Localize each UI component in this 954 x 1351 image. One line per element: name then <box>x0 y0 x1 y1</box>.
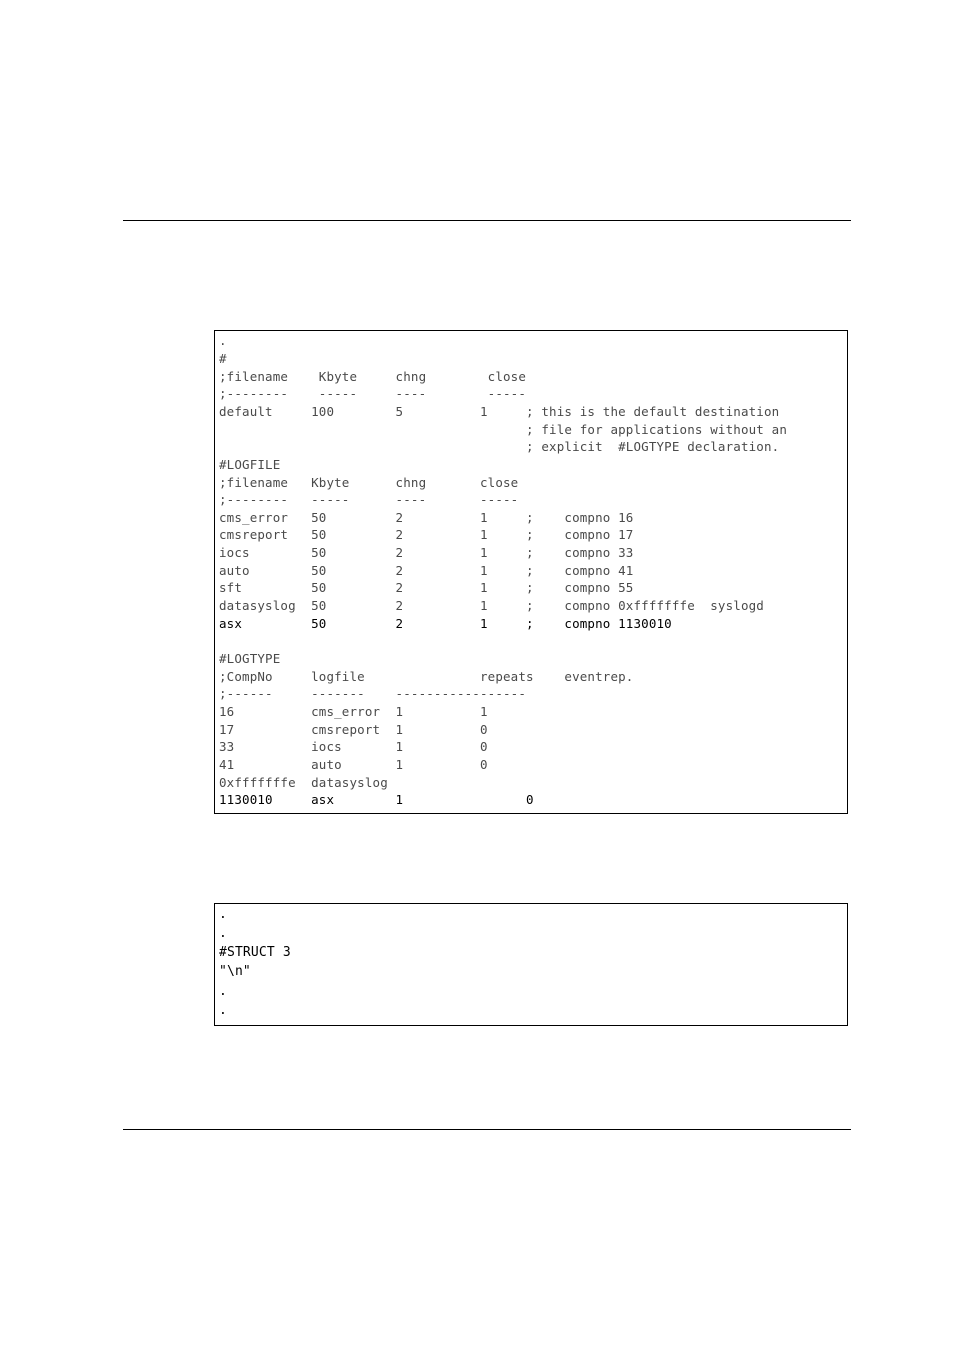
code-line: 17 cmsreport 1 0 <box>219 722 488 737</box>
code-line: #STRUCT 3 <box>219 945 291 960</box>
code-line: ;-------- ----- ---- ----- <box>219 386 527 401</box>
code-line: ; file for applications without an <box>219 422 787 437</box>
code-line: . <box>219 333 227 348</box>
code-line: # <box>219 351 227 366</box>
code-line: #LOGTYPE <box>219 651 281 666</box>
code-line: ;filename Kbyte chng close <box>219 369 527 384</box>
code-line-highlighted: 1130010 asx 1 0 <box>219 792 534 807</box>
code-line: "\n" <box>219 964 251 979</box>
code-line: . <box>219 926 227 941</box>
header-rule <box>123 220 851 221</box>
code-line: ;-------- ----- ---- ----- <box>219 492 519 507</box>
code-line: cmsreport 50 2 1 ; compno 17 <box>219 527 634 542</box>
code-line: . <box>219 907 227 922</box>
code-line: default 100 5 1 ; this is the default destination <box>219 404 780 419</box>
code-line: ;------ ------- ----------------- <box>219 686 527 701</box>
code-line: ;CompNo logfile repeats eventrep. <box>219 669 634 684</box>
code-line: 33 iocs 1 0 <box>219 739 488 754</box>
code-line: auto 50 2 1 ; compno 41 <box>219 563 634 578</box>
code-line: ; explicit #LOGTYPE declaration. <box>219 439 780 454</box>
code-line: #LOGFILE <box>219 457 281 472</box>
code-line: . <box>219 984 227 999</box>
code-line: 41 auto 1 0 <box>219 757 488 772</box>
code-line: cms_error 50 2 1 ; compno 16 <box>219 510 634 525</box>
code-line: 16 cms_error 1 1 <box>219 704 488 719</box>
code-line: sft 50 2 1 ; compno 55 <box>219 580 634 595</box>
footer-rule <box>123 1129 851 1130</box>
config-listing-logfile <box>214 330 848 814</box>
code-line: datasyslog 50 2 1 ; compno 0xfffffffe syslogd <box>219 598 764 613</box>
code-line: 0xfffffffe datasyslog <box>219 775 388 790</box>
code-line: . <box>219 1003 227 1018</box>
code-line: iocs 50 2 1 ; compno 33 <box>219 545 634 560</box>
config-listing-struct <box>214 903 848 1026</box>
code-line-highlighted: asx 50 2 1 ; compno 1130010 <box>219 616 672 631</box>
code-line: ;filename Kbyte chng close <box>219 475 519 490</box>
